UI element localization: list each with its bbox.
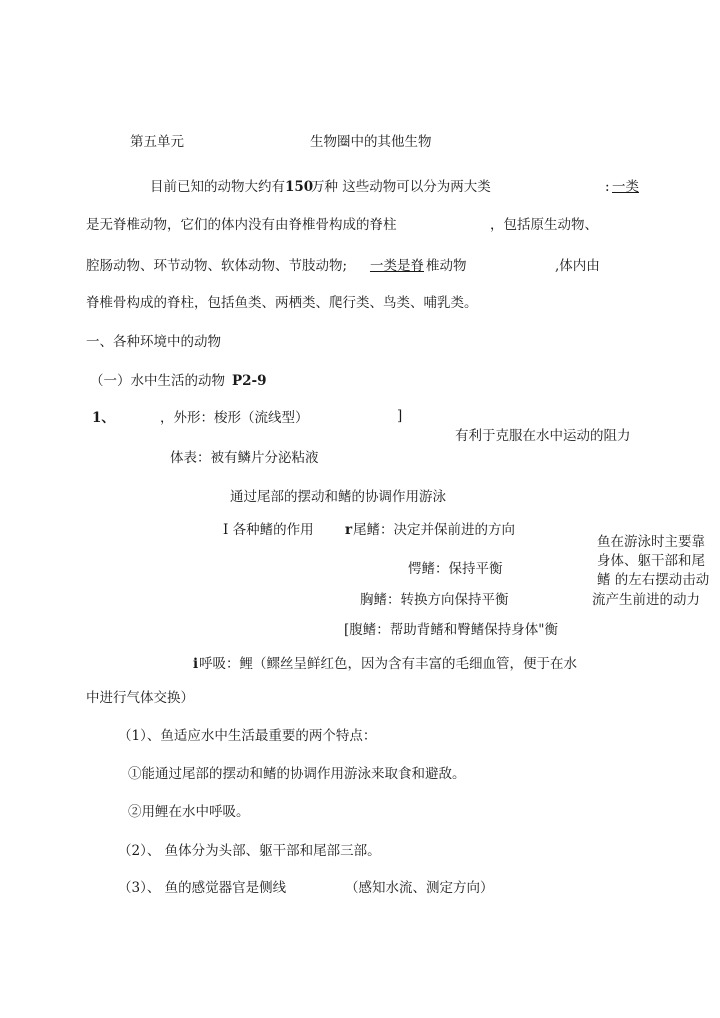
dorsal-fin: 愕鳍：保持平衡 <box>408 561 503 577</box>
side-note-line: 流产生前进的动力 <box>592 592 700 608</box>
fish-shape: ，外形：梭形（流线型） <box>160 410 309 426</box>
intro-line-3c: 椎动物 <box>426 258 467 274</box>
side-note-line: 鳍 的左右摆动击动 <box>597 572 710 588</box>
side-note-line: 鱼在游泳时主要靠 <box>597 534 705 550</box>
intro-line-1a: 目前已知的动物大约有 <box>150 179 285 195</box>
intro-line-2a: 是无脊椎动物，它们的体内没有由脊椎骨构成的脊柱 <box>86 217 397 233</box>
pectoral-fin: 胸鳍：转换方向保持平衡 <box>360 592 509 608</box>
point-3-note: （感知水流、测定方向） <box>345 880 494 896</box>
intro-line-2b: ，包括原生动物、 <box>490 217 598 233</box>
fish-benefit: 有利于克服在水中运动的阻力 <box>455 428 631 444</box>
breath-mark: i <box>193 656 199 672</box>
intro-line-3b: 一类是脊 <box>370 258 424 274</box>
section-heading: 一、各种环境中的动物 <box>86 334 221 350</box>
point-1: （1）、鱼适应水中生活最重要的两个特点： <box>118 728 377 744</box>
unit-title: 生物圈中的其他生物 <box>310 134 432 150</box>
breath-line-cont: 中进行气体交换） <box>86 690 194 706</box>
point-1-b: ②用鲤在水中呼吸。 <box>128 804 250 820</box>
breath-line: 呼吸：鲤（鳏丝呈鲜红色，因为含有丰富的毛细血管，便于在水 <box>199 656 577 672</box>
intro-line-4: 脊椎骨构成的脊柱，包括鱼类、两栖类、爬行类、鸟类、哺乳类。 <box>86 295 478 311</box>
intro-line-3a: 腔肠动物、环节动物、软体动物、节肢动物; <box>86 258 348 274</box>
fish-bracket: ] <box>397 408 403 424</box>
point-2: （2）、 鱼体分为头部、躯干部和尾部三部。 <box>118 843 381 859</box>
intro-number: 150 <box>285 179 314 195</box>
fish-swim: 通过尾部的摆动和鳍的协调作用游泳 <box>230 489 446 505</box>
tail-fin-mark: r <box>345 522 353 538</box>
intro-one-class: 一类 <box>612 179 639 195</box>
tail-fin: 尾鳍：决定并保前进的方向 <box>353 522 515 538</box>
sub-heading: （一）水中生活的动物 <box>90 373 225 389</box>
fins-intro: I 各种鳍的作用 <box>223 522 314 538</box>
intro-colon: : <box>605 179 610 195</box>
sub-heading-pages: P2-9 <box>232 373 267 389</box>
fish-item-number: 1、 <box>92 410 115 426</box>
fish-surface: 体表：被有鳞片分泌粘液 <box>170 450 319 466</box>
pelvic-fin: [腹鳍：帮助背鳍和臀鳍保持身体"衡 <box>344 622 558 638</box>
unit-label: 第五单元 <box>130 134 184 150</box>
side-note-line: 身体、躯干部和尾 <box>597 553 705 569</box>
intro-line-1b: 万种 这些动物可以分为两大类 <box>311 179 491 195</box>
point-1-a: ①能通过尾部的摆动和鳍的协调作用游泳来取食和避敌。 <box>128 766 466 782</box>
point-3: （3）、 鱼的感觉器官是侧线 <box>118 880 287 896</box>
intro-line-3d: ,体内由 <box>555 258 600 274</box>
